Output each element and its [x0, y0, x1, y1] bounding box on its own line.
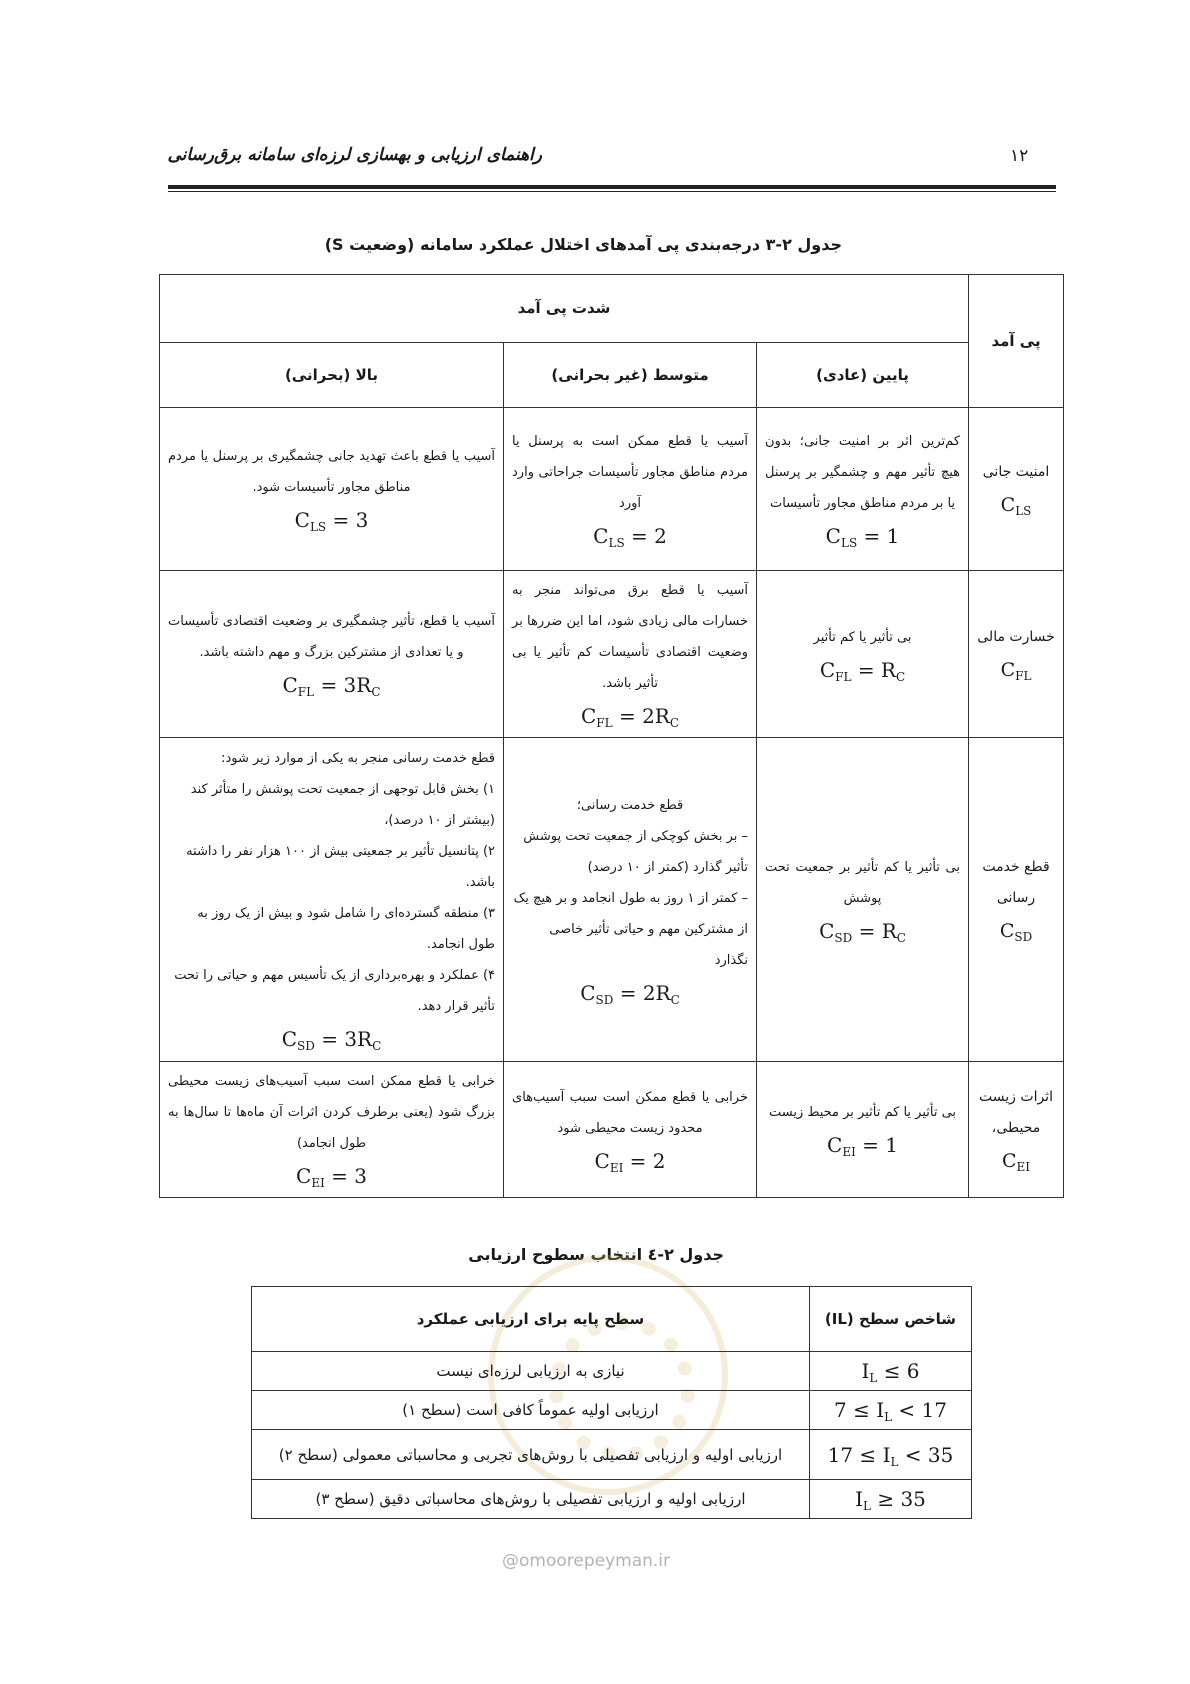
- table-row: [160, 571, 1064, 738]
- list-line: – کمتر از ۱ روز به طول انجامد و بر هیچ یک از مشترکین مهم و حیاتی تأثیر خاصی نگذارد: [513, 890, 749, 968]
- row-symbol: $C_{SD}$: [999, 919, 1033, 944]
- index-condition: $17 \le I_L < 35$: [810, 1430, 972, 1480]
- cell-medium: [504, 408, 757, 571]
- list-line: قطع خدمت رسانی منجر به یکی از موارد زیر شود:: [221, 751, 496, 766]
- cell-formula: $C_{LS} = 2$: [593, 523, 667, 550]
- row-label: [969, 738, 1064, 1062]
- row-name: قطع خدمت رسانی: [982, 858, 1050, 906]
- consequence-table: [159, 274, 1064, 1198]
- level-description: ارزیابی اولیه و ارزیابی تفصیلی با روش‌های محاسباتی دقیق (سطح ۳): [252, 1480, 810, 1519]
- row-name: امنیت جانی: [982, 463, 1050, 480]
- row-name: خسارت مالی: [977, 628, 1055, 645]
- table-row: [160, 1062, 1064, 1198]
- cell-text: کم‌ترین اثر بر امنیت جانی؛ بدون هیچ تأثیر مهم و چشمگیر بر پرسنل یا بر مردم مناطق مجاور تأسیسات: [765, 433, 961, 511]
- cell-formula: $C_{FL} = 3R_C$: [282, 673, 381, 699]
- table2-caption: جدول ۲-٤ انتخاب سطوح ارزیابی: [468, 1245, 724, 1264]
- cell-medium: [504, 571, 757, 738]
- col-header-low: پایین (عادی): [757, 343, 969, 408]
- cell-text: آسیب یا قطع، تأثیر چشمگیری بر وضعیت اقتصادی تأسیسات و یا تعدادی از مشترکین بزرگ و مهم داشته باشد.: [168, 614, 496, 660]
- list-line: قطع خدمت رسانی؛: [576, 797, 684, 813]
- cell-text: آسیب یا قطع برق می‌تواند منجر به خسارات مالی زیادی شود، اما این ضررها بر وضعیت اقتصادی تأسیسات کم تأثیر یا بی تأثیر باشد.: [512, 583, 749, 691]
- cell-text: بی تأثیر یا کم تأثیر: [813, 629, 912, 645]
- col-header-consequence: پی آمد: [969, 275, 1064, 408]
- assessment-levels-table: [251, 1286, 972, 1519]
- header-rule-thin: [168, 191, 1056, 192]
- row-name: اثرات زیست محیطی،: [979, 1088, 1053, 1136]
- cell-high: [160, 571, 504, 738]
- col-header-base-level: سطح پایه برای ارزیابی عملکرد: [252, 1287, 810, 1352]
- website-watermark: @omoorepeyman.ir: [502, 1551, 671, 1571]
- level-description: نیازی به ارزیابی لرزه‌ای نیست: [252, 1352, 810, 1391]
- cell-high: [160, 408, 504, 571]
- list-line: ۱) بخش قابل توجهی از جمعیت تحت پوشش را متأثر کند (بیشتر از ۱۰ درصد)،: [190, 782, 496, 828]
- col-header-severity: شدت پی آمد: [160, 275, 969, 343]
- running-header-title: راهنمای ارزیابی و بهسازی لرزه‌ای سامانه برق‌رسانی: [167, 145, 542, 165]
- table-row: [160, 738, 1064, 1062]
- cell-text: آسیب یا قطع باعث تهدید جانی چشمگیری بر پرسنل یا مردم مناطق مجاور تأسیسات شود.: [168, 449, 496, 495]
- cell-low: [757, 1062, 969, 1198]
- col-header-high: بالا (بحرانی): [160, 343, 504, 408]
- cell-formula: $C_{SD} = R_C$: [819, 918, 906, 945]
- cell-formula: $C_{LS} = 3$: [294, 508, 369, 534]
- index-condition: $7 \le I_L < 17$: [810, 1391, 972, 1430]
- level-description: ارزیابی اولیه عموماً کافی است (سطح ۱): [252, 1391, 810, 1430]
- list-line: ۴) عملکرد و بهره‌برداری از یک تأسیس مهم و حیاتی را تحت تأثیر قرار دهد.: [174, 968, 496, 1014]
- header-rule-thick: [168, 185, 1056, 189]
- table-row: [252, 1391, 972, 1430]
- row-label: [969, 1062, 1064, 1198]
- cell-low: [757, 408, 969, 571]
- cell-text: آسیب یا قطع ممکن است به پرسنل یا مردم مناطق مجاور تأسیسات جراحاتی وارد آورد: [512, 433, 749, 511]
- level-description: ارزیابی اولیه و ارزیابی تفصیلی با روش‌های تجربی و محاسباتی معمولی (سطح ۲): [252, 1430, 810, 1480]
- table-row: [160, 408, 1064, 571]
- table-row: [252, 1430, 972, 1480]
- row-symbol: $C_{EI}$: [1001, 1149, 1031, 1174]
- cell-formula: $C_{EI} = 1$: [827, 1133, 899, 1159]
- col-header-index: شاخص سطح (IL): [810, 1287, 972, 1352]
- page-number: ۱۲: [1010, 146, 1029, 166]
- cell-formula: $C_{SD} = 2R_C$: [580, 980, 680, 1007]
- cell-formula: $C_{EI} = 2$: [594, 1148, 666, 1175]
- cell-text: بی تأثیر یا کم تأثیر بر محیط زیست: [768, 1105, 957, 1120]
- cell-high: [160, 738, 504, 1062]
- list-line: ۲) پتانسیل تأثیر بر جمعیتی بیش از ۱۰۰ هزار نفر را داشته باشد.: [186, 844, 496, 890]
- cell-medium: [504, 738, 757, 1062]
- cell-medium: [504, 1062, 757, 1198]
- cell-formula: $C_{LS} = 1$: [825, 523, 900, 550]
- table1-caption: جدول ۲-۳ درجه‌بندی پی آمدهای اختلال عملکرد سامانه (وضعیت S): [324, 235, 842, 254]
- cell-low: [757, 738, 969, 1062]
- table-row: [252, 1480, 972, 1519]
- index-condition: $I_L \le 6$: [810, 1352, 972, 1391]
- cell-text: بی تأثیر یا کم تأثیر بر جمعیت تحت پوشش: [765, 859, 961, 906]
- cell-formula: $C_{SD} = 3R_C$: [281, 1027, 382, 1053]
- cell-low: [757, 571, 969, 738]
- cell-formula: $C_{FL} = R_C$: [819, 657, 906, 684]
- table-row: [252, 1352, 972, 1391]
- cell-text: خرابی یا قطع ممکن است سبب آسیب‌های زیست محیطی بزرگ شود (یعنی برطرف کردن اثرات آن ماه‌ها تا سال‌ها به طول انجامد): [168, 1074, 496, 1151]
- index-condition: $I_L \ge 35$: [810, 1480, 972, 1519]
- cell-formula: $C_{EI} = 3$: [296, 1164, 368, 1190]
- row-label: [969, 408, 1064, 571]
- cell-high: [160, 1062, 504, 1198]
- list-line: ۳) منطقه گسترده‌ای را شامل شود و بیش از یک روز به طول انجامد.: [197, 906, 496, 952]
- col-header-medium: متوسط (غیر بحرانی): [504, 343, 757, 408]
- row-symbol: $C_{FL}$: [1000, 658, 1032, 683]
- cell-text: خرابی یا قطع ممکن است سبب آسیب‌های محدود زیست محیطی شود: [512, 1089, 749, 1136]
- row-label: [969, 571, 1064, 738]
- list-line: – بر بخش کوچکی از جمعیت تحت پوشش تأثیر گذارد (کمتر از ۱۰ درصد): [523, 828, 749, 875]
- row-symbol: $C_{LS}$: [1000, 493, 1032, 518]
- cell-formula: $C_{FL} = 2R_C$: [580, 704, 680, 730]
